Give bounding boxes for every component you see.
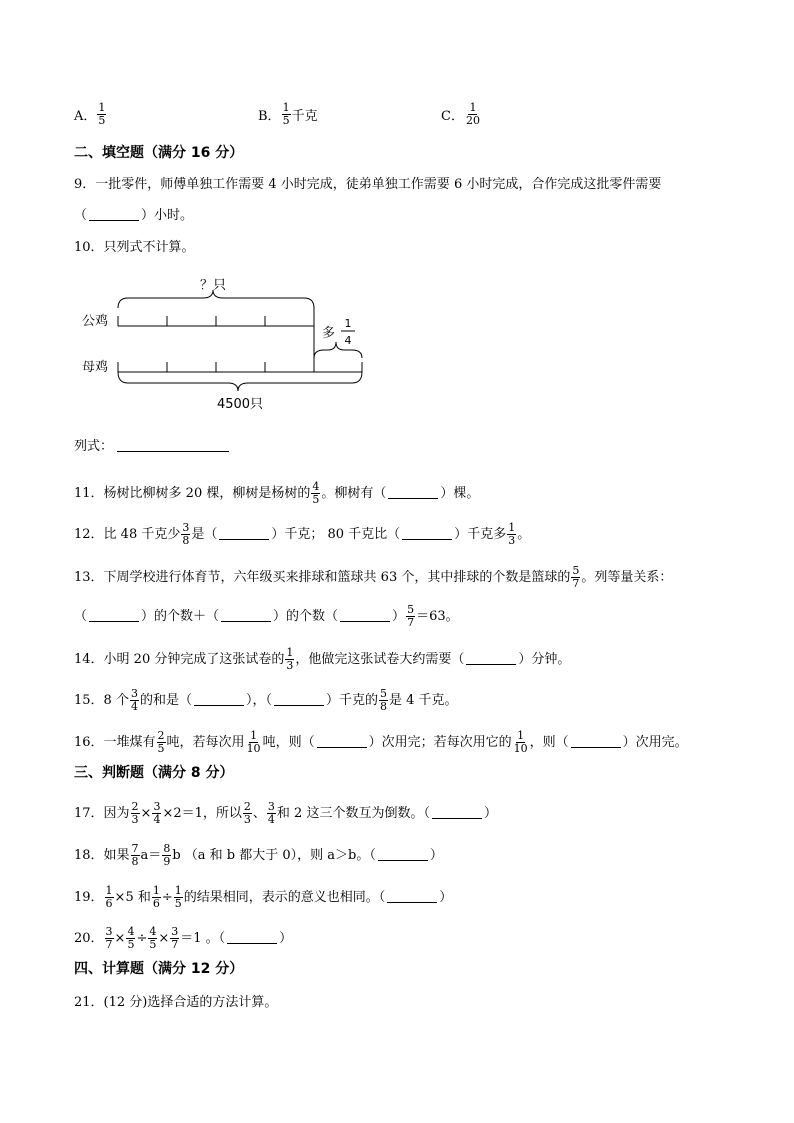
fraction: $\frac{1}{10}$ bbox=[246, 729, 261, 755]
fraction: $\frac{2}{3}$ bbox=[243, 800, 251, 826]
fraction: $\frac{3}{7}$ bbox=[105, 925, 113, 951]
question-20: 20． $\frac{3}{7}$ × $\frac{4}{5}$ ÷ $\frac{4}{5}$ × $\frac{3}{7}$ ＝1 。（ ） bbox=[74, 925, 293, 951]
question-13: 13．下周学校进行体育节，六年级买来排球和篮球共 63 个，其中排球的个数是篮球的 $\frac{5}{7}$ 。列等量关系： bbox=[74, 564, 673, 590]
formula-line: 列式： bbox=[74, 440, 229, 453]
question-21: 21．(12 分)选择合适的方法计算。 bbox=[74, 995, 278, 1010]
fraction: $\frac{1}{10}$ bbox=[513, 729, 528, 755]
fraction: $\frac{5}{7}$ bbox=[572, 564, 580, 590]
fraction: $\frac{3}{8}$ bbox=[182, 521, 190, 547]
question-19: 19． $\frac{1}{6}$ ×5 和 $\frac{1}{6}$ ÷ $\frac{1}{5}$ 的结果相同，表示的意义也相同。（ ） bbox=[74, 884, 453, 910]
question-13-line2: （ ）的个数＋（ ）的个数（ ） $\frac{5}{7}$ ＝63。 bbox=[74, 603, 459, 629]
question-18: 18．如果 $\frac{7}{8}$ a＝ $\frac{8}{9}$ b （a 和 b 都大于 0），则 a＞b。（ ） bbox=[74, 842, 443, 868]
fraction: $\frac{5}{7}$ bbox=[407, 603, 415, 629]
fraction: $\frac{1}{5}$ bbox=[98, 101, 106, 127]
section-heading: 四、计算题（满分 12 分） bbox=[74, 961, 244, 977]
fraction: $\frac{1}{5}$ bbox=[174, 884, 182, 910]
option-a: A． $\frac{1}{5}$ bbox=[74, 101, 106, 127]
answer-blank[interactable] bbox=[432, 817, 482, 819]
question-12: 12．比 48 千克少 $\frac{3}{8}$ 是（ ）千克； 80 千克比（ ）千克多 $\frac{1}{3}$ 。 bbox=[74, 521, 531, 547]
fraction: $\frac{5}{8}$ bbox=[380, 687, 387, 713]
answer-blank[interactable] bbox=[378, 859, 428, 861]
answer-blank[interactable] bbox=[388, 497, 438, 499]
fraction: $\frac{1}{6}$ bbox=[105, 884, 113, 910]
fraction: $\frac{3}{4}$ bbox=[153, 800, 161, 826]
more-label: 多 bbox=[322, 326, 336, 341]
hen-label: 母鸡 bbox=[82, 360, 109, 375]
answer-blank[interactable] bbox=[571, 746, 621, 748]
fraction: $\frac{2}{5}$ bbox=[157, 729, 165, 755]
answer-blank[interactable] bbox=[89, 219, 139, 221]
question-11: 11．杨树比柳树多 20 棵，柳树是杨树的 $\frac{4}{5}$ 。柳树有（ ）棵。 bbox=[74, 480, 480, 506]
fraction: $\frac{7}{8}$ bbox=[131, 842, 139, 868]
fraction: $\frac{4}{5}$ bbox=[312, 480, 320, 506]
fraction: $\frac{1}{3}$ bbox=[286, 646, 294, 672]
fraction: $\frac{4}{5}$ bbox=[127, 925, 135, 951]
total-label: 4500只 bbox=[216, 397, 264, 412]
question-10: 10．只列式不计算。 bbox=[74, 240, 195, 255]
question-15: 15．8 个 $\frac{3}{4}$ 的和是（ ），（ ）千克的 $\frac{5}{8}$ 是 4 千克。 bbox=[74, 687, 458, 713]
answer-blank[interactable] bbox=[402, 538, 452, 540]
option-c: C． $\frac{1}{20}$ bbox=[441, 101, 480, 127]
more-fraction-den: 4 bbox=[344, 334, 352, 347]
answer-blank[interactable] bbox=[194, 704, 244, 706]
fraction: $\frac{1}{6}$ bbox=[152, 884, 160, 910]
answer-blank[interactable] bbox=[274, 704, 324, 706]
answer-blank[interactable] bbox=[89, 620, 139, 622]
formula-blank[interactable] bbox=[117, 450, 229, 452]
answer-blank[interactable] bbox=[387, 901, 437, 903]
question-9-line2: （ ）小时。 bbox=[74, 208, 194, 223]
fraction: $\frac{3}{4}$ bbox=[267, 800, 275, 826]
answer-blank[interactable] bbox=[466, 663, 516, 665]
rooster-label: 公鸡 bbox=[82, 314, 109, 329]
more-fraction-num: 1 bbox=[344, 317, 352, 330]
extra-brace bbox=[314, 342, 362, 358]
fraction: $\frac{3}{7}$ bbox=[171, 925, 179, 951]
answer-blank[interactable] bbox=[340, 620, 390, 622]
question-16: 16．一堆煤有 $\frac{2}{5}$ 吨，若每次用 $\frac{1}{10}$ 吨，则（ ）次用完；若每次用它的 $\frac{1}{10}$ ，则（ ）次用完。 bbox=[74, 729, 688, 755]
question-14: 14．小明 20 分钟完成了这张试卷的 $\frac{1}{3}$ ，他做完这张试卷大约需要（ ）分钟。 bbox=[74, 646, 571, 672]
bottom-brace bbox=[118, 372, 362, 391]
answer-blank[interactable] bbox=[317, 746, 367, 748]
unknown-label: ？只 bbox=[199, 278, 227, 293]
line-segment-diagram bbox=[0, 270, 794, 420]
answer-blank[interactable] bbox=[221, 620, 271, 622]
fraction: $\frac{1}{3}$ bbox=[508, 521, 516, 547]
fraction: $\frac{2}{3}$ bbox=[131, 800, 139, 826]
fraction: $\frac{8}{9}$ bbox=[163, 842, 171, 868]
fraction: $\frac{3}{4}$ bbox=[130, 687, 138, 713]
fraction: $\frac{4}{5}$ bbox=[149, 925, 157, 951]
section-heading: 二、填空题（满分 16 分） bbox=[74, 145, 244, 161]
section-heading: 三、判断题（满分 8 分） bbox=[74, 765, 234, 781]
answer-blank[interactable] bbox=[227, 942, 277, 944]
fraction: $\frac{1}{5}$ bbox=[282, 101, 290, 127]
question-17: 17．因为 $\frac{2}{3}$ × $\frac{3}{4}$ ×2＝1，所以 $\frac{2}{3}$ 、 $\frac{3}{4}$ 和 2 这三个数互为倒数。（ ） bbox=[74, 800, 497, 826]
question-9: 9．一批零件，师傅单独工作需要 4 小时完成，徒弟单独工作需要 6 小时完成，合作完成这批零件需要 bbox=[74, 177, 662, 192]
answer-blank[interactable] bbox=[219, 538, 269, 540]
option-b: B． $\frac{1}{5}$ 千克 bbox=[258, 101, 318, 127]
fraction: $\frac{1}{20}$ bbox=[465, 101, 480, 127]
